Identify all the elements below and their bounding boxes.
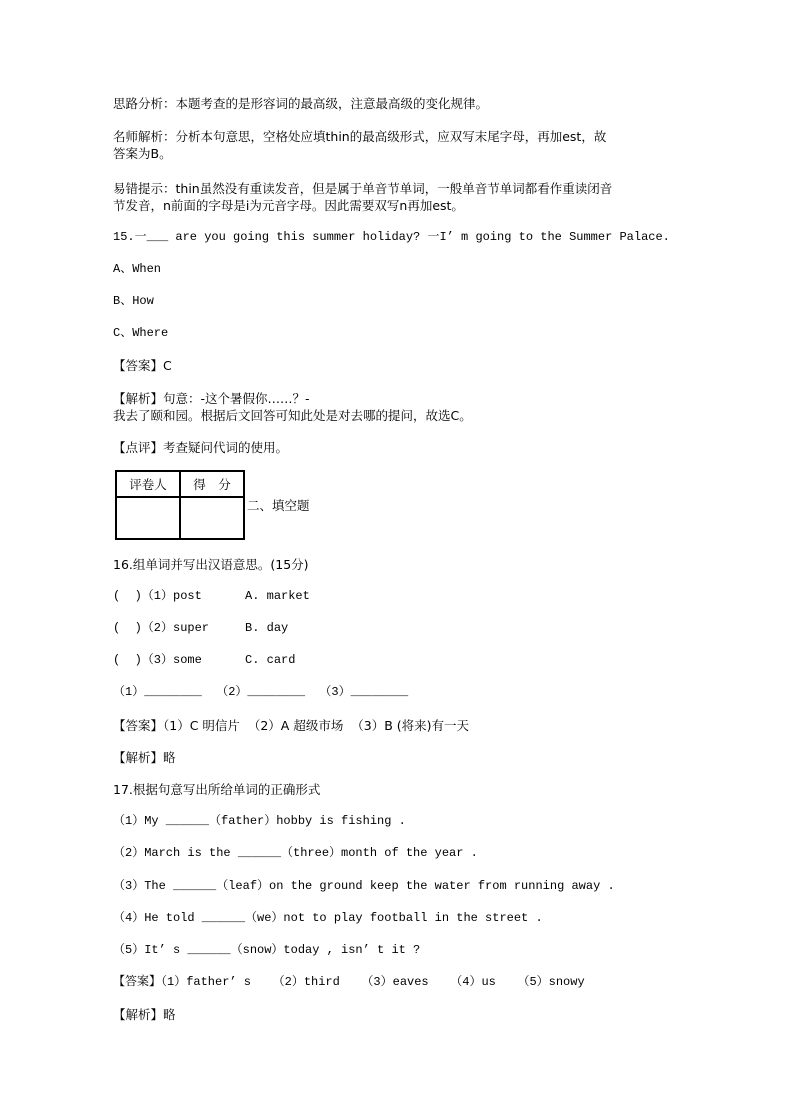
grader-header: 评卷人 <box>116 471 180 497</box>
q16-answer: 【答案】（1）C 明信片 （2）A 超级市场 （3）B (将来)有一天 <box>113 718 470 733</box>
q17-item: （3）The ______（leaf）on the ground keep the water from running away . <box>113 879 615 893</box>
q15-question: 15.一___ are you going this summer holiday? 一I’ m going to the Summer Palace. <box>113 230 670 244</box>
q17-item: （2）March is the ______（three）month of the year . <box>113 846 478 860</box>
q17-answer: 【答案】（1）father’ s （2）third （3）eaves （4）us （5）snowy <box>113 975 585 989</box>
score-table <box>115 470 245 540</box>
q16-item: ( )（2）super B. day <box>113 621 289 635</box>
q17-analysis: 【解析】略 <box>113 1007 176 1022</box>
q15-option-c: C、Where <box>113 326 169 340</box>
q17-question: 17.根据句意写出所给单词的正确形式 <box>113 782 321 797</box>
score-cell <box>180 497 244 539</box>
q16-blanks: （1）________ （2）________ （3）________ <box>113 685 409 699</box>
q14-teacher-analysis-cont: 答案为B。 <box>113 146 172 161</box>
q17-item: （5）It’ s ______（snow）today , isn’ t it ? <box>113 943 421 957</box>
q15-answer: 【答案】C <box>113 358 172 373</box>
q17-item: （1）My ______（father）hobby is fishing . <box>113 814 406 828</box>
q14-teacher-analysis: 名师解析：分析本句意思，空格处应填thin的最高级形式，应双写末尾字母，再加est，故 <box>113 129 607 144</box>
q15-option-b: B、How <box>113 294 154 308</box>
q14-mistake-tip-cont: 节发音，n前面的字母是i为元音字母。因此需要双写n再加est。 <box>113 198 464 213</box>
grader-cell <box>116 497 180 539</box>
section-title: 二、填空题 <box>247 498 310 513</box>
q16-analysis: 【解析】略 <box>113 750 176 765</box>
q17-item: （4）He told ______（we）not to play football in the street . <box>113 911 543 925</box>
q14-mistake-tip: 易错提示：thin虽然没有重读发音，但是属于单音节单词，一般单音节单词都看作重读闭音 <box>113 181 613 196</box>
score-header: 得 分 <box>180 471 244 497</box>
q16-question: 16.组单词并写出汉语意思。(15分) <box>113 557 309 572</box>
q15-analysis: 【解析】句意：-这个暑假你……？- <box>113 391 310 406</box>
q16-item: ( )（1）post A. market <box>113 589 310 603</box>
q16-item: ( )（3）some C. card <box>113 653 296 667</box>
q15-analysis-cont: 我去了颐和园。根据后文回答可知此处是对去哪的提问，故选C。 <box>113 408 472 423</box>
q15-option-a: A、When <box>113 262 162 276</box>
q15-comment: 【点评】考查疑问代词的使用。 <box>113 440 289 455</box>
q14-thinking: 思路分析：本题考查的是形容词的最高级，注意最高级的变化规律。 <box>113 96 489 111</box>
